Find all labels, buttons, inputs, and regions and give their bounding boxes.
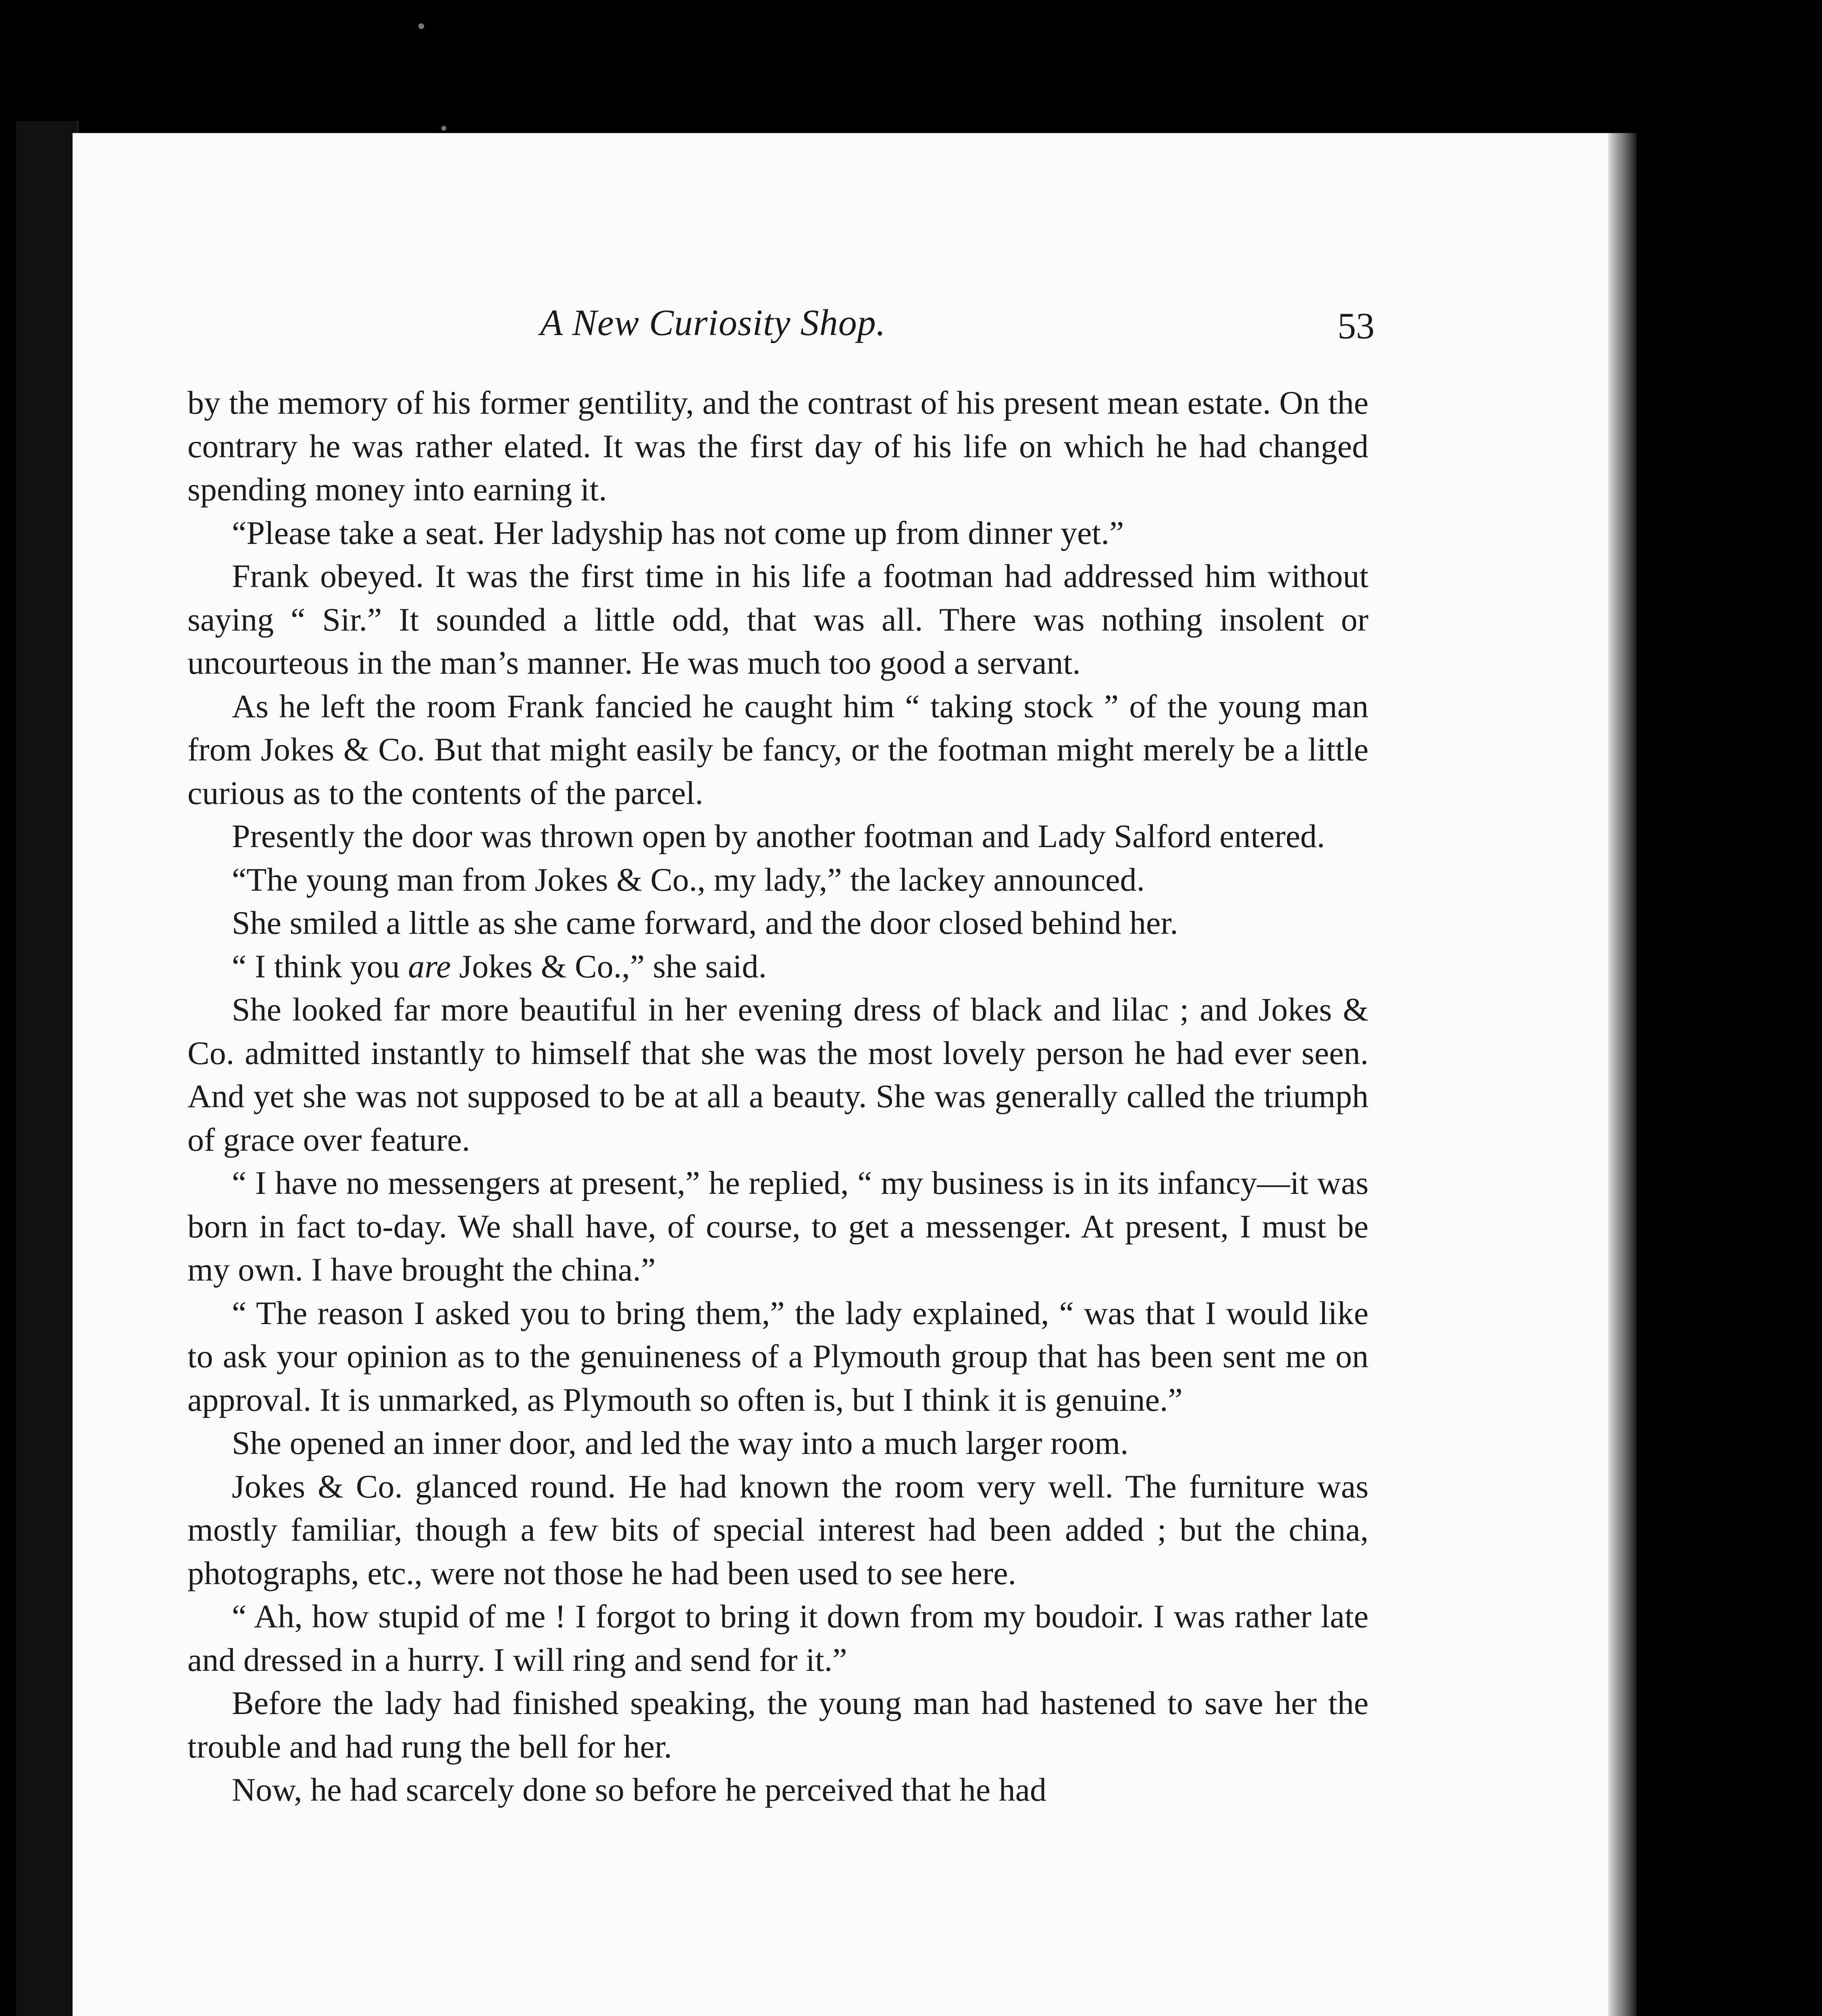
paragraph: She smiled a little as she came forward, and the door closed behind her. <box>232 904 1178 941</box>
dust-speck <box>441 126 446 131</box>
paragraph: Presently the door was thrown open by another footman and Lady Salford entered. <box>232 818 1325 854</box>
paragraph: Before the lady had finished speaking, the young man had hastened to save her the trouble and had rung the bell for her. <box>187 1685 1369 1765</box>
paragraph-text: Jokes & Co.,” she said. <box>451 948 767 985</box>
paragraph <box>187 945 1369 988</box>
facing-page-edge <box>16 121 79 2016</box>
paragraph: “Please take a seat. Her ladyship has not come up from dinner yet.” <box>232 514 1124 551</box>
dust-speck <box>418 23 424 29</box>
paragraph: “ The reason I asked you to bring them,” the lady explained, “ was that I would like to ask your opinion as to the genuineness of a Plymouth group that has been sent me on approval. It is unmarked, as Plymouth so often is, but I think it is genuine.” <box>187 1294 1369 1418</box>
italic-word: are <box>408 948 451 985</box>
paragraph: Jokes & Co. glanced round. He had known the room very well. The furniture was mostly familiar, though a few bits of special interest had been added ; but the china, photographs, etc., were not those he had been used to see here. <box>187 1468 1369 1591</box>
paragraph-text: “ I think you <box>232 948 408 985</box>
paragraph: She opened an inner door, and led the way into a much larger room. <box>232 1425 1129 1461</box>
paragraph: “ Ah, how stupid of me ! I forgot to bring it down from my boudoir. I was rather late and dressed in a hurry. I will ring and send for it.” <box>187 1598 1369 1678</box>
paragraph: “ I have no messengers at present,” he replied, “ my business is in its infancy—it was born in fact to-day. We shall have, of course, to get a messenger. At present, I must be my own. I have brought the china.” <box>187 1164 1369 1288</box>
running-head: A New Curiosity Shop. <box>540 302 886 343</box>
paragraph: As he left the room Frank fancied he caught him “ taking stock ” of the young man from Jokes & Co. But that might easily be fancy, or the footman might merely be a little curious as to the contents of the parcel. <box>187 687 1369 811</box>
paragraph: by the memory of his former gentility, and the contrast of his present mean estate. On the contrary he was rather elated. It was the first day of his life on which he had changed spending money into earning it. <box>187 384 1369 508</box>
body-text <box>187 381 1369 1812</box>
paragraph: “The young man from Jokes & Co., my lady,” the lackey announced. <box>232 861 1145 898</box>
paragraph: She looked far more beautiful in her evening dress of black and lilac ; and Jokes & Co. admitted instantly to himself that she was the most lovely person he had ever seen. And yet she was not supposed to be at all a beauty. She was generally called the triumph of grace over feature. <box>187 991 1369 1158</box>
paragraph: Frank obeyed. It was the first time in his life a footman had addressed him without saying “ Sir.” It sounded a little odd, that was all. There was nothing insolent or uncourteous in the man’s manner. He was much too good a servant. <box>187 558 1369 681</box>
page-edge-shadow <box>1608 133 1637 2016</box>
page-number: 53 <box>1337 305 1375 346</box>
paragraph: Now, he had scarcely done so before he perceived that he had <box>232 1771 1047 1808</box>
